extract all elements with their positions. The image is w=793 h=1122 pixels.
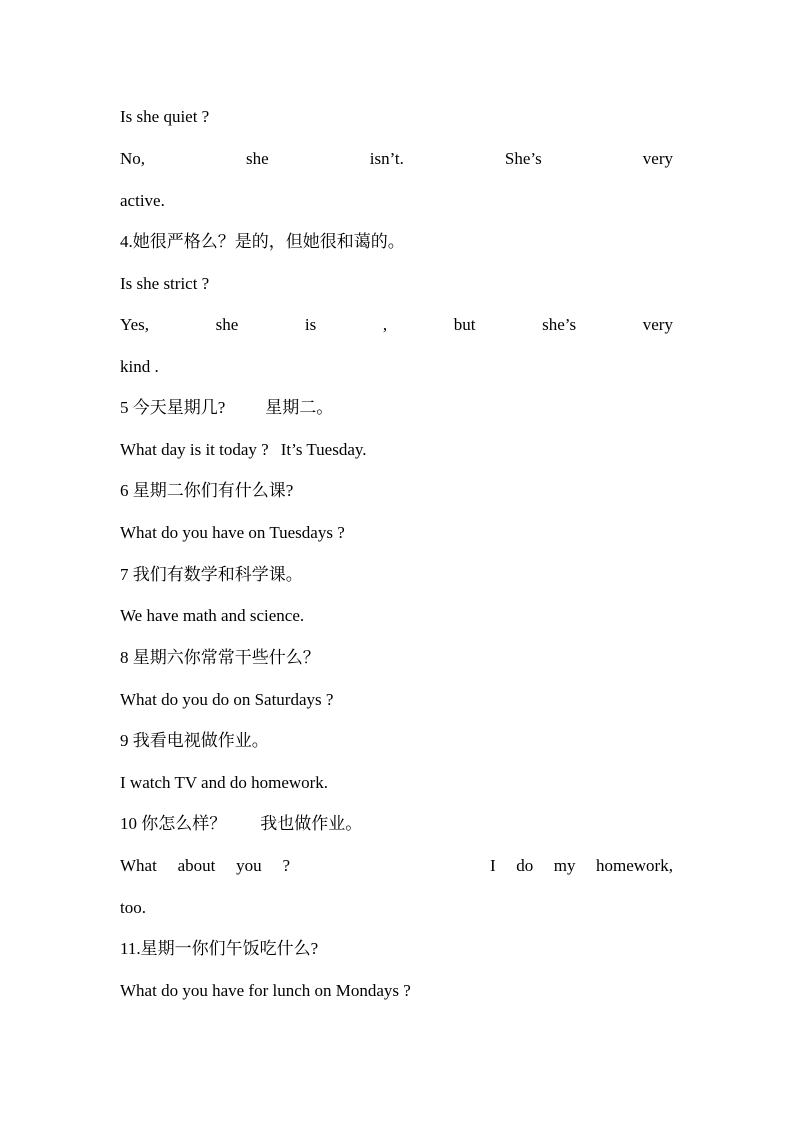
text-line: active. [120,191,165,210]
text-segment: 我也做作业。 [260,814,363,833]
text-line-chinese [120,396,673,420]
word: very [642,315,673,334]
word: homework, [596,856,673,875]
text-line-chinese [120,812,673,836]
text-line: What do you do on Saturdays ? [120,690,334,709]
text-line-chinese: 8 星期六你常常干些什么？ [120,648,320,667]
text-line: kind . [120,357,159,376]
text-segment: 5 今天星期几? [120,398,226,417]
text-line-chinese: 6 星期二你们有什么课? [120,481,294,500]
text-segment: 10 你怎么样？ [120,814,227,833]
word: ? [282,856,290,875]
text-segment: 星期二。 [265,398,334,417]
word: she [215,315,239,334]
text-line: Is she quiet ? [120,107,210,126]
text-line-chinese: 9 我看电视做作业。 [120,731,269,750]
text-line-justified [120,854,673,878]
word: I [490,856,496,875]
text-line [120,438,673,462]
word: is [304,315,317,334]
word-group-left [120,854,290,878]
text-line-chinese: 11.星期一你们午饭吃什么? [120,939,319,958]
text-line: We have math and science. [120,606,305,625]
word: she’s [542,315,577,334]
word: about [177,856,216,875]
text-line: I watch TV and do homework. [120,773,329,792]
word: No, [120,149,146,168]
word: , [382,315,388,334]
word: but [453,315,476,334]
text-line-justified [120,313,673,337]
word-group-right [490,854,673,878]
text-line-chinese: 7 我们有数学和科学课。 [120,565,303,584]
text-segment: What day is it today ? [120,440,269,459]
text-line: Is she strict ? [120,274,210,293]
word: my [553,856,576,875]
text-line: What do you have on Tuesdays ? [120,523,345,542]
word: isn’t. [369,149,404,168]
word: she [246,149,269,168]
word: do [516,856,534,875]
text-line: too. [120,898,146,917]
text-line: What do you have for lunch on Mondays ? [120,981,411,1000]
text-line-justified [120,147,673,171]
text-segment: It’s Tuesday. [280,440,367,459]
text-line-chinese: 4.她很严格么？是的，但她很和蔼的。 [120,232,405,251]
word: What [120,856,157,875]
word: very [642,149,673,168]
word: you [236,856,262,875]
word: She’s [504,149,542,168]
word: Yes, [120,315,149,334]
